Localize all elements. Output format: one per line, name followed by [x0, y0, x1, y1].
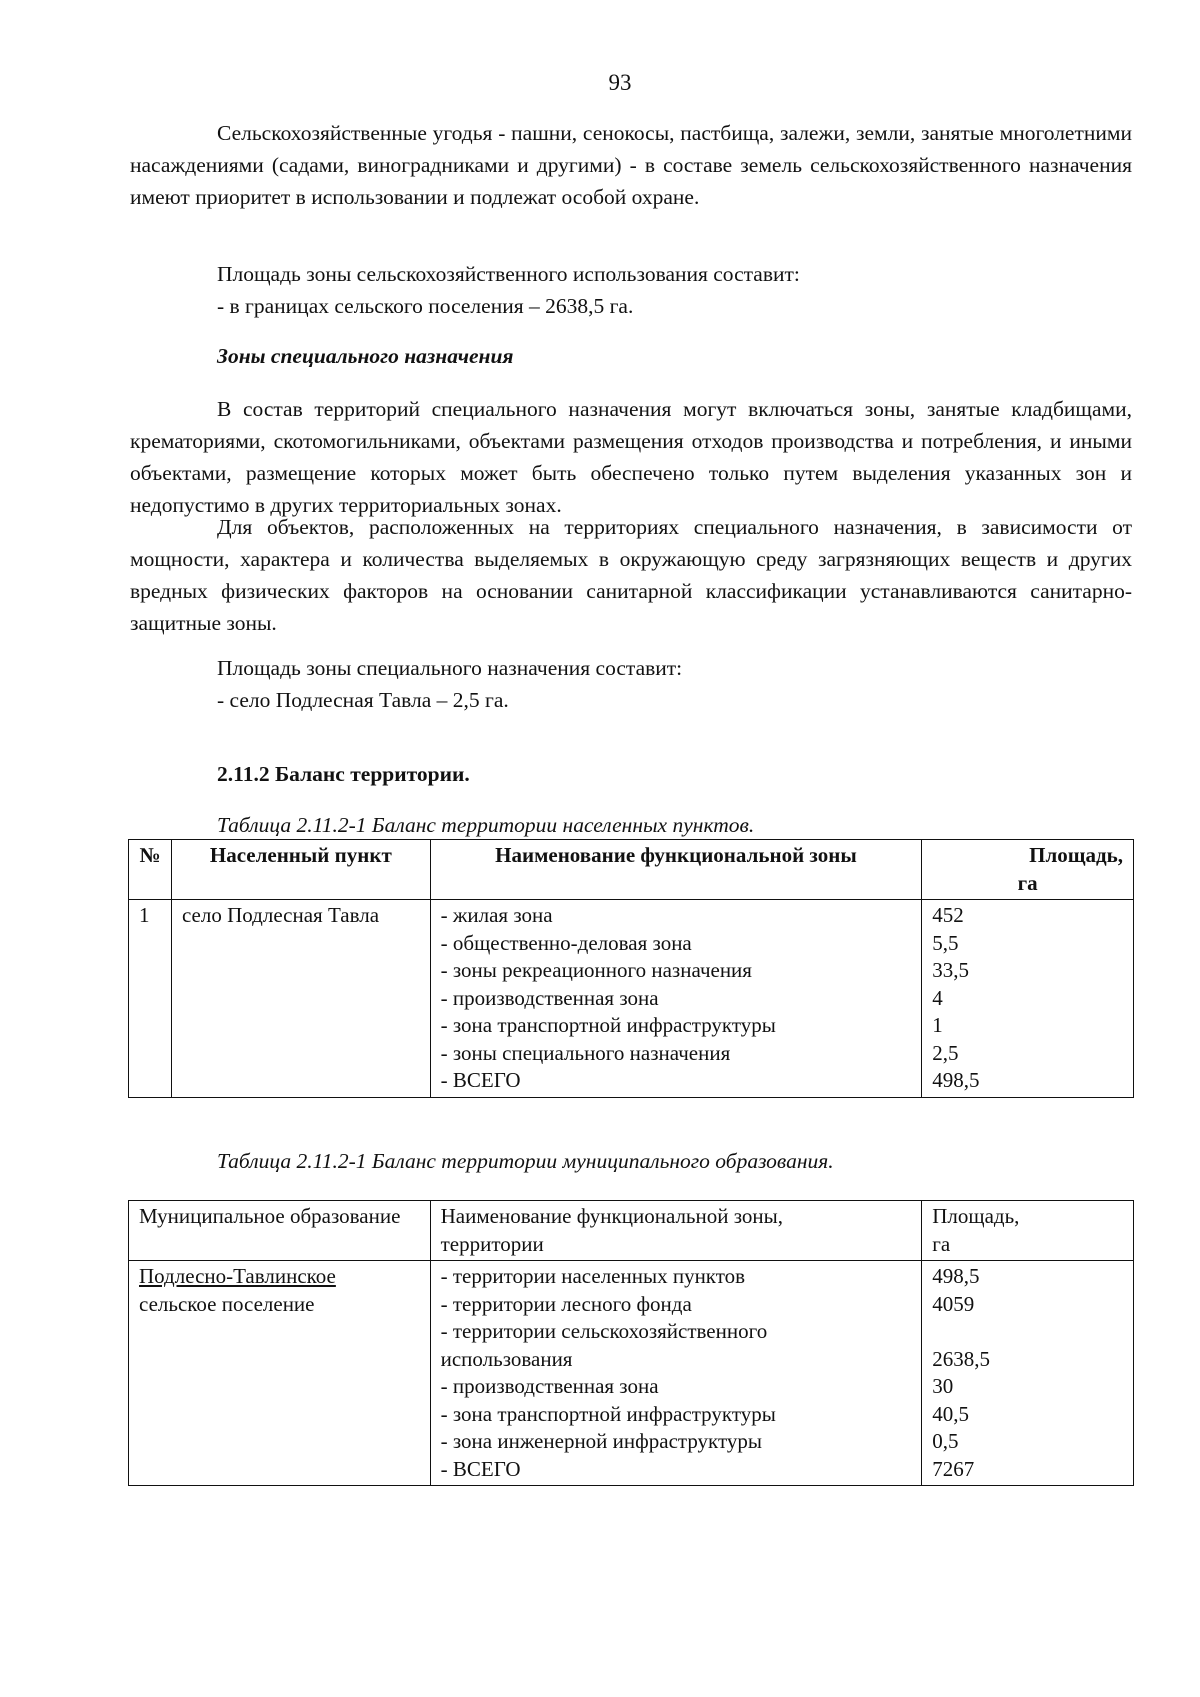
settlements-balance-table [128, 839, 1134, 1098]
area-value: 2638,5 [932, 1346, 990, 1371]
agricultural-area-intro: Площадь зоны сельскохозяйственного использования составит: [217, 262, 800, 286]
row-areas [922, 1261, 1134, 1486]
zone-item: - зона транспортной инфраструктуры [440, 1401, 776, 1426]
agricultural-area-value: - в границах сельского поселения – 2638,5 га. [217, 294, 634, 318]
header-area-line1: Площадь, [932, 1204, 1020, 1228]
area-value: 2,5 [932, 1040, 959, 1065]
header-zone-line2: территории [440, 1231, 544, 1256]
zone-item: - ВСЕГО [440, 1068, 521, 1092]
row-areas [922, 900, 1134, 1098]
header-area [922, 1201, 1134, 1261]
municipality-name: Подлесно-Тавлинское [139, 1264, 336, 1288]
table-header-row [129, 1201, 1134, 1261]
zone-item: - производственная зона [440, 985, 659, 1010]
area-value: 498,5 [932, 1264, 980, 1288]
zone-item: - ВСЕГО [440, 1456, 521, 1481]
zone-item: - производственная зона [440, 1374, 659, 1398]
header-area-line1: Площадь, [1029, 843, 1123, 867]
header-area-line2: га [1017, 870, 1038, 895]
area-value: 0,5 [932, 1429, 959, 1453]
area-value: 33,5 [932, 958, 969, 982]
area-value: 498,5 [932, 1068, 980, 1092]
zone-item: использования [440, 1346, 573, 1371]
agricultural-area-block [130, 258, 1132, 322]
header-municipality: Муниципальное образование [129, 1201, 431, 1261]
area-value: 40,5 [932, 1401, 969, 1426]
section-heading-block [130, 758, 1132, 790]
zone-item: - жилая зона [440, 903, 553, 927]
zone-item: - общественно-деловая зона [440, 930, 692, 955]
header-zone-name: Наименование функциональной зоны [430, 840, 922, 900]
row-zones [430, 1261, 922, 1486]
special-zones-heading: Зоны специального назначения [217, 344, 514, 368]
row-zones [430, 900, 922, 1098]
special-zones-heading-block [130, 340, 1132, 372]
table-row [129, 1261, 1134, 1486]
zone-item: - зоны рекреационного назначения [440, 958, 752, 982]
header-zone-line1: Наименование функциональной зоны, [440, 1204, 784, 1228]
table1-caption-block [130, 809, 1132, 841]
area-value: 5,5 [932, 930, 959, 955]
area-value: 452 [932, 903, 964, 927]
table2-caption-block [130, 1145, 1132, 1177]
zone-item: - территории населенных пунктов [440, 1264, 746, 1288]
paragraph-special-zones: В состав территорий специального назначения могут включаться зоны, занятые кладбищами, крематориями, скотомогильниками, объектами размещения отходов производства и потребления, и иными объектами, размещение которых может быть обеспечено только путем выделения указанных зон и недопустимо в других территориальных зонах. [130, 397, 1132, 517]
zone-item: - зоны специального назначения [440, 1040, 731, 1065]
section-heading: 2.11.2 Баланс территории. [217, 762, 470, 786]
paragraph-agricultural-land: Сельскохозяйственные угодья - пашни, сенокосы, пастбища, залежи, земли, занятые многолетними насаждениями (садами, виноградниками и другими) - в составе земель сельскохозяйственного назначения имеют приоритет в использовании и подлежат особой охране. [130, 121, 1132, 209]
zone-item: - территории сельскохозяйственного [440, 1319, 768, 1343]
row-settlement: село Подлесная Тавла [171, 900, 430, 1098]
zone-item: - зона транспортной инфраструктуры [440, 1013, 776, 1037]
header-area-line2: га [932, 1231, 951, 1256]
row-number: 1 [129, 900, 172, 1098]
table2-caption: Таблица 2.11.2-1 Баланс территории муниципального образования. [217, 1149, 834, 1173]
page-number: 93 [608, 70, 632, 95]
special-area-intro: Площадь зоны специального назначения составит: [217, 656, 683, 680]
zone-item: - территории лесного фонда [440, 1291, 692, 1316]
table-header-row [129, 840, 1134, 900]
header-area [922, 840, 1134, 900]
area-value: 7267 [932, 1456, 975, 1481]
area-value: 4059 [932, 1291, 975, 1316]
municipality-balance-table [128, 1200, 1134, 1486]
table-row [129, 900, 1134, 1098]
area-value: 4 [932, 985, 943, 1010]
special-area-block [130, 652, 1132, 716]
table1-caption: Таблица 2.11.2-1 Баланс территории населенных пунктов. [217, 813, 755, 837]
paragraph-sanitary-zones: Для объектов, расположенных на территориях специального назначения, в зависимости от мощности, характера и количества выделяемых в окружающую среду загрязняющих веществ и других вредных физических факторов на основании санитарной классификации устанавливаются санитарно-защитные зоны. [130, 515, 1132, 635]
area-value: 1 [932, 1013, 943, 1037]
header-settlement: Населенный пункт [171, 840, 430, 900]
special-area-value: - село Подлесная Тавла – 2,5 га. [217, 688, 509, 712]
row-municipality [129, 1261, 431, 1486]
municipality-type: сельское поселение [139, 1291, 315, 1316]
header-zone-name [430, 1201, 922, 1261]
area-value [932, 1318, 1123, 1346]
area-value: 30 [932, 1374, 954, 1398]
header-number: № [129, 840, 172, 900]
zone-item: - зона инженерной инфраструктуры [440, 1429, 762, 1453]
